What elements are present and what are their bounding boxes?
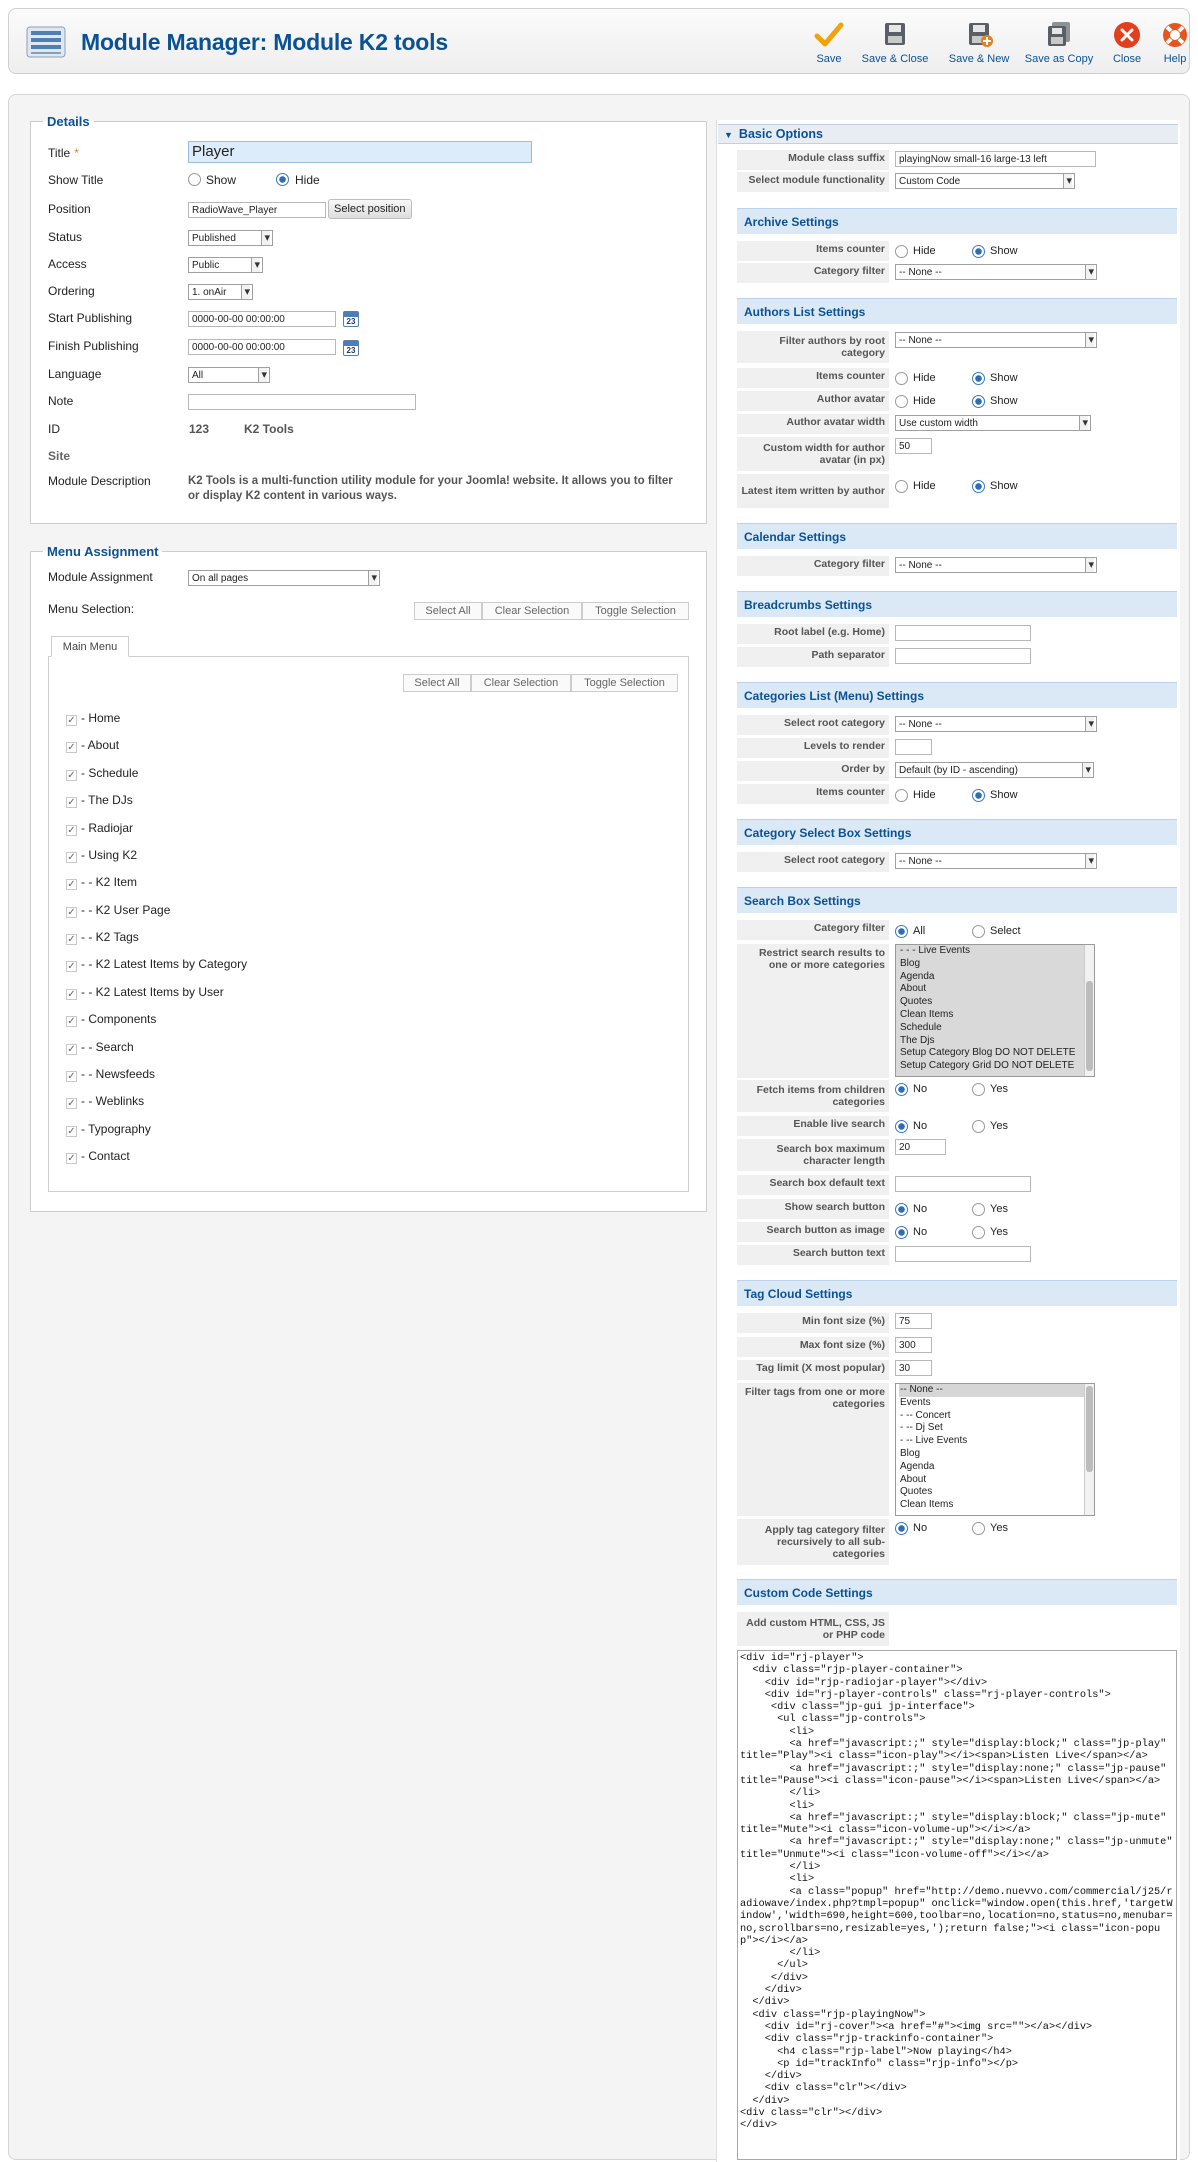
authors-filter-select[interactable]: -- None -- ▾: [895, 332, 1097, 348]
hide-label: Hide: [913, 789, 936, 801]
authors-filter-label: Filter authors by root category: [737, 331, 889, 363]
save-copy-button[interactable]: [1021, 21, 1097, 65]
access-label: Access: [48, 257, 87, 271]
save-copy-label: Save as Copy: [1024, 53, 1094, 65]
listbox-option[interactable]: Clean Items: [900, 1499, 954, 1511]
floppy-plus-icon: [964, 21, 994, 49]
show-title-show-radio[interactable]: [188, 173, 201, 186]
close-icon: [1112, 21, 1142, 49]
checkbox[interactable]: ✓: [67, 989, 76, 1000]
save-new-label: Save & New: [948, 53, 1010, 65]
listbox-option[interactable]: - -- Dj Set: [900, 1422, 943, 1434]
menu-item-label: - Typography: [81, 1122, 151, 1136]
checkbox[interactable]: ✓: [67, 797, 76, 808]
listbox-option[interactable]: Events: [900, 1396, 931, 1408]
search-button-text-label: Search button text: [737, 1245, 889, 1265]
start-publishing-input[interactable]: 0000-00-00 00:00:00: [188, 311, 336, 327]
levels-to-render-input[interactable]: [895, 739, 932, 755]
listbox-option[interactable]: Clean Items: [900, 1008, 954, 1020]
ordering-select[interactable]: 1. onAir ▾: [188, 284, 253, 300]
position-label: Position: [48, 202, 91, 216]
calendar-settings-header: Calendar Settings: [737, 523, 1177, 549]
recursive-yes-radio[interactable]: [972, 1522, 985, 1535]
calendar-category-filter-label: Category filter: [737, 556, 889, 576]
show-title-label: Show Title: [48, 173, 104, 187]
custom-code-textarea[interactable]: <div id="rj-player"> <div class="rjp-player-container"> <div id="rjp-radiojar-player"></div> <div id="rj-player-controls" class="rj-player-controls"> <div class="jp-gui jp-interface"> <ul class="jp-controls"> <li> <a href="javascript:;" style="display:block;" class="jp-play" title="Play"><i class="icon-play"></i><span>Listen Live</span></a> <a href="javascript:;" style="display:none;" class="jp-pause" title="Pause"><i class="icon-pause"></i><span>Listen Live</span></a> </li> <li> <a href="javascript:;" style="display:block;" class="jp-mute" title="Mute"><i class="icon-volume-up"></i></a> <a href="javascript:;" style="display:none;" class="jp-unmute" title="Unmute"><i class="icon-volume-off"></i></a> </li> <li> <a class="popup" href="http://demo.nuevvo.com/commercial/j25/radiowave/index.php?tmpl=popup" onclick="window.open(this.href,'targetWindow','width=690,height=600,toolbar=no,location=no,status=no,menubar=no,scrollbars=no,resizable=yes,');return false;"><i class="icon-popup"></i></a> </li> </ul> </div> </div> </div> <div class="rjp-playingNow"> <div id="rj-cover"><a href="#"><img src=""></a></div> <div class="rjp-trackinfo-container"> <h4 class="rjp-label">Now playing</h4> <p id="trackInfo" class="rjp-info"></p> </div> <div class="clr"></div> </div> <div class="clr"></div> </div>: [737, 1650, 1177, 2160]
show-search-button-yes-radio[interactable]: [972, 1203, 985, 1216]
menu-assignment-legend: Menu Assignment: [47, 544, 159, 559]
categories-counter-show-radio[interactable]: [972, 789, 985, 802]
live-search-label: Enable live search: [737, 1116, 889, 1136]
module-class-suffix-input[interactable]: playingNow small-16 large-13 left: [895, 151, 1096, 167]
archive-category-filter-select[interactable]: -- None -- ▾: [895, 264, 1097, 280]
floppy-copy-icon: [1044, 21, 1074, 49]
tag-cloud-settings-header: Tag Cloud Settings: [737, 1280, 1177, 1306]
checkbox[interactable]: ✓: [67, 879, 76, 890]
menu-item[interactable]: [66, 738, 119, 753]
access-select[interactable]: Public ▾: [188, 257, 263, 273]
show-label: Show: [990, 245, 1018, 257]
checkbox[interactable]: ✓: [67, 1016, 76, 1027]
listbox-option[interactable]: About: [900, 1473, 927, 1485]
checkbox[interactable]: ✓: [67, 825, 76, 836]
no-label: No: [913, 1203, 928, 1215]
close-button[interactable]: [1105, 21, 1149, 65]
title-label-text: Title: [48, 146, 71, 160]
menu-item[interactable]: [66, 903, 170, 918]
module-type-name: K2 Tools: [244, 422, 294, 436]
menu-item-label: - Contact: [81, 1149, 130, 1163]
no-label: No: [913, 1522, 928, 1534]
menu-item[interactable]: [66, 821, 133, 836]
id-label: ID: [48, 422, 60, 436]
hide-label: Hide: [913, 372, 936, 384]
menu-item-label: - Home: [81, 711, 121, 725]
yes-label: Yes: [990, 1226, 1008, 1238]
live-search-no-radio[interactable]: [895, 1120, 908, 1133]
filter-tags-listbox[interactable]: [895, 1383, 1095, 1516]
hide-label: Hide: [913, 480, 936, 492]
title-input[interactable]: Player: [188, 141, 532, 163]
menu-item-label: - - Newsfeeds: [81, 1067, 156, 1081]
menu-item-label: - Components: [81, 1012, 157, 1026]
check-icon: [814, 21, 844, 49]
module-manager-icon: [25, 21, 67, 63]
listbox-option[interactable]: Setup Category Grid DO NOT DELETE: [900, 1060, 1075, 1072]
author-avatar-show-radio[interactable]: [972, 395, 985, 408]
checkbox[interactable]: ✓: [67, 852, 76, 863]
menu-item[interactable]: [66, 793, 133, 808]
listbox-scrollbar[interactable]: [1084, 1384, 1094, 1515]
select-all-button[interactable]: Select All: [403, 674, 471, 692]
author-avatar-label: Author avatar: [737, 391, 889, 411]
language-label: Language: [48, 367, 102, 381]
yes-label: Yes: [990, 1083, 1008, 1095]
ordering-label: Ordering: [48, 284, 95, 298]
tag-limit-input[interactable]: 30: [895, 1360, 932, 1376]
menu-item[interactable]: [66, 711, 120, 726]
listbox-option[interactable]: - -- Live Events: [900, 1435, 968, 1447]
save-label: Save: [816, 53, 842, 65]
listbox-option[interactable]: -- None --: [899, 1384, 1094, 1397]
select-all-button[interactable]: Select All: [414, 602, 482, 620]
required-star: *: [74, 146, 79, 160]
note-label: Note: [48, 394, 74, 408]
catselect-root-select[interactable]: -- None -- ▾: [895, 853, 1097, 869]
search-box-settings-header: Search Box Settings: [737, 887, 1177, 913]
no-label: No: [913, 1120, 928, 1132]
menu-item[interactable]: [66, 930, 139, 945]
listbox-option[interactable]: - - - Live Events: [900, 945, 971, 956]
custom-width-input[interactable]: 50: [895, 438, 932, 454]
show-title-show-label: Show: [206, 173, 237, 187]
yes-label: Yes: [990, 1522, 1008, 1534]
menu-item[interactable]: [66, 1149, 130, 1164]
menu-item[interactable]: [66, 848, 137, 863]
max-font-size-label: Max font size (%): [737, 1337, 889, 1357]
restrict-categories-listbox[interactable]: [895, 944, 1095, 1077]
menu-item[interactable]: [66, 1012, 156, 1027]
search-maxlen-input[interactable]: 20: [895, 1139, 946, 1155]
scrollbar-thumb[interactable]: [1086, 981, 1093, 1071]
checkbox[interactable]: ✓: [67, 1098, 76, 1109]
all-label: All: [913, 925, 926, 937]
title-label: [48, 146, 79, 160]
clear-selection-button[interactable]: Clear Selection: [471, 674, 571, 692]
fetch-children-yes-radio[interactable]: [972, 1083, 985, 1096]
checkbox[interactable]: ✓: [67, 1071, 76, 1082]
live-search-yes-radio[interactable]: [972, 1120, 985, 1133]
show-label: Show: [990, 372, 1018, 384]
basic-options-title: Basic Options: [738, 127, 823, 141]
menu-item-label: - The DJs: [81, 793, 133, 807]
menu-item[interactable]: [66, 985, 224, 1000]
categories-items-counter-label: Items counter: [737, 784, 889, 804]
listbox-option[interactable]: - -- Concert: [900, 1409, 951, 1421]
checkbox[interactable]: ✓: [67, 934, 76, 945]
category-select-box-header: Category Select Box Settings: [737, 819, 1177, 845]
calendar-icon[interactable]: 23: [343, 340, 359, 356]
search-default-text-input[interactable]: [895, 1176, 1031, 1192]
checkbox[interactable]: ✓: [67, 1126, 76, 1137]
show-title-hide-label: Hide: [295, 173, 320, 187]
menu-item[interactable]: [66, 875, 137, 890]
archive-category-filter-label: Category filter: [737, 263, 889, 283]
search-button-image-yes-radio[interactable]: [972, 1226, 985, 1239]
basic-options-header[interactable]: [718, 124, 1178, 144]
author-avatar-width-label: Author avatar width: [737, 414, 889, 434]
menu-item[interactable]: [66, 1094, 144, 1109]
no-label: No: [913, 1083, 928, 1095]
show-label: Show: [990, 789, 1018, 801]
archive-items-counter-label: Items counter: [737, 241, 889, 261]
min-font-size-input[interactable]: 75: [895, 1313, 932, 1329]
listbox-option[interactable]: Blog: [900, 1447, 921, 1459]
module-functionality-label: Select module functionality: [737, 172, 889, 192]
tab-main-menu[interactable]: Main Menu: [51, 636, 129, 657]
listbox-option[interactable]: Schedule: [900, 1021, 942, 1033]
filter-tags-label: Filter tags from one or more categories: [737, 1383, 889, 1516]
fetch-children-no-radio[interactable]: [895, 1083, 908, 1096]
calendar-icon[interactable]: 23: [343, 311, 359, 327]
menu-item-label: - - Search: [81, 1040, 134, 1054]
floppy-icon: [880, 21, 910, 49]
min-font-size-label: Min font size (%): [737, 1313, 889, 1333]
menu-item-label: - - K2 Latest Items by Category: [81, 957, 248, 971]
menu-item-label: - - K2 User Page: [81, 903, 171, 917]
listbox-option[interactable]: About: [900, 983, 927, 995]
menu-item-label: - - K2 Latest Items by User: [81, 985, 224, 999]
scrollbar-thumb[interactable]: [1086, 1386, 1093, 1472]
search-filter-all-radio[interactable]: [895, 925, 908, 938]
help-label: Help: [1163, 53, 1187, 65]
id-value: 123: [189, 422, 210, 436]
save-close-label: Save & Close: [861, 53, 929, 65]
author-avatar-hide-radio[interactable]: [895, 395, 908, 408]
listbox-option[interactable]: Agenda: [900, 970, 935, 982]
yes-label: Yes: [990, 1120, 1008, 1132]
categories-counter-hide-radio[interactable]: [895, 789, 908, 802]
listbox-option[interactable]: Setup Category Blog DO NOT DELETE: [900, 1047, 1076, 1059]
listbox-option[interactable]: Quotes: [900, 1486, 933, 1498]
search-button-image-label: Search button as image: [737, 1222, 889, 1242]
latest-item-show-radio[interactable]: [972, 480, 985, 493]
levels-to-render-label: Levels to render: [737, 738, 889, 758]
yes-label: Yes: [990, 1203, 1008, 1215]
show-search-button-label: Show search button: [737, 1199, 889, 1219]
menu-selection-label: Menu Selection:: [48, 602, 135, 616]
path-separator-label: Path separator: [737, 647, 889, 667]
menu-item[interactable]: [66, 957, 247, 972]
show-label: Show: [990, 395, 1018, 407]
recursive-no-radio[interactable]: [895, 1522, 908, 1535]
max-font-size-input[interactable]: 300: [895, 1337, 932, 1353]
fetch-children-label: Fetch items from children categories: [737, 1080, 889, 1112]
menu-item-label: - Using K2: [81, 848, 138, 862]
checkbox[interactable]: ✓: [67, 742, 76, 753]
clear-selection-button[interactable]: Clear Selection: [482, 602, 582, 620]
save-button[interactable]: [809, 21, 849, 65]
menu-item-label: - - K2 Item: [81, 875, 138, 889]
root-label-label: Root label (e.g. Home): [737, 624, 889, 644]
search-maxlen-label: Search box maximum character length: [737, 1139, 889, 1171]
show-search-button-no-radio[interactable]: [895, 1203, 908, 1216]
listbox-option[interactable]: Quotes: [900, 996, 933, 1008]
listbox-option[interactable]: Blog: [900, 957, 921, 969]
checkbox[interactable]: ✓: [67, 907, 76, 918]
search-button-image-no-radio[interactable]: [895, 1226, 908, 1239]
save-close-button[interactable]: [855, 21, 935, 65]
hide-label: Hide: [913, 245, 936, 257]
menu-item[interactable]: [66, 1122, 151, 1137]
categories-root-label: Select root category: [737, 715, 889, 735]
toggle-selection-button[interactable]: Toggle Selection: [571, 674, 678, 692]
checkbox[interactable]: ✓: [67, 961, 76, 972]
calendar-category-filter-select[interactable]: -- None -- ▾: [895, 557, 1097, 573]
hide-label: Hide: [913, 395, 936, 407]
note-input[interactable]: [188, 394, 416, 410]
recursive-filter-label: Apply tag category filter recursively to all sub-categories: [737, 1519, 889, 1565]
lifebuoy-icon: [1160, 21, 1190, 49]
menu-item-label: - - Weblinks: [81, 1094, 145, 1108]
categories-list-settings-header: Categories List (Menu) Settings: [737, 682, 1177, 708]
catselect-root-label: Select root category: [737, 852, 889, 872]
listbox-option[interactable]: Agenda: [900, 1460, 935, 1472]
module-assignment-select[interactable]: On all pages ▾: [188, 570, 380, 586]
menu-item[interactable]: [66, 1040, 134, 1055]
start-publishing-label: Start Publishing: [48, 311, 133, 325]
toggle-selection-button[interactable]: Toggle Selection: [582, 602, 689, 620]
archive-settings-header: Archive Settings: [737, 208, 1177, 234]
position-input[interactable]: RadioWave_Player: [188, 202, 326, 218]
close-label: Close: [1112, 53, 1142, 65]
authors-counter-hide-radio[interactable]: [895, 372, 908, 385]
latest-item-label: Latest item written by author: [737, 474, 889, 508]
breadcrumbs-settings-header: Breadcrumbs Settings: [737, 591, 1177, 617]
module-description-label: Module Description: [48, 474, 151, 488]
root-label-input[interactable]: [895, 625, 1031, 641]
finish-publishing-input[interactable]: 0000-00-00 00:00:00: [188, 339, 336, 355]
restrict-search-label: Restrict search results to one or more categories: [737, 944, 889, 1078]
no-label: No: [913, 1226, 928, 1238]
authors-list-settings-header: Authors List Settings: [737, 298, 1177, 324]
select-position-button[interactable]: Select position: [328, 199, 412, 219]
toolbar-header: [8, 8, 1190, 74]
triangle-down-icon: ▼: [724, 130, 733, 140]
menu-item-label: - Schedule: [81, 766, 139, 780]
search-default-text-label: Search box default text: [737, 1175, 889, 1195]
checkbox[interactable]: ✓: [67, 1044, 76, 1055]
module-functionality-select[interactable]: Custom Code ▾: [895, 173, 1075, 189]
menu-item[interactable]: [66, 1067, 155, 1082]
tag-limit-label: Tag limit (X most popular): [737, 1360, 889, 1380]
language-select[interactable]: All ▾: [188, 367, 270, 383]
select-label: Select: [990, 925, 1021, 937]
menu-item[interactable]: [66, 766, 138, 781]
checkbox[interactable]: ✓: [67, 770, 76, 781]
module-class-suffix-label: Module class suffix: [737, 150, 889, 170]
site-label: Site: [48, 449, 71, 463]
show-label: Show: [990, 480, 1018, 492]
authors-items-counter-label: Items counter: [737, 368, 889, 388]
latest-item-hide-radio[interactable]: [895, 480, 908, 493]
archive-counter-hide-radio[interactable]: [895, 245, 908, 258]
checkbox[interactable]: ✓: [67, 715, 76, 726]
show-title-hide-radio[interactable]: [276, 173, 289, 186]
menu-item-label: - - K2 Tags: [81, 930, 139, 944]
custom-width-label: Custom width for author avatar (in px): [737, 437, 889, 471]
search-button-text-input[interactable]: [895, 1246, 1031, 1262]
page-title: Module Manager: Module K2 tools: [81, 29, 448, 55]
path-separator-input[interactable]: [895, 648, 1031, 664]
listbox-option[interactable]: The Djs: [900, 1034, 935, 1046]
categories-root-select[interactable]: -- None -- ▾: [895, 716, 1097, 732]
order-by-select[interactable]: Default (by ID - ascending) ▾: [895, 762, 1094, 778]
archive-counter-show-radio[interactable]: [972, 245, 985, 258]
status-label: Status: [48, 230, 83, 244]
menu-tab-panel: [48, 656, 689, 1192]
checkbox[interactable]: ✓: [67, 1153, 76, 1164]
menu-item-label: - Radiojar: [81, 821, 134, 835]
order-by-label: Order by: [737, 761, 889, 781]
search-category-filter-label: Category filter: [737, 920, 889, 940]
finish-publishing-label: Finish Publishing: [48, 339, 139, 353]
status-select[interactable]: Published ▾: [188, 230, 273, 246]
search-filter-select-radio[interactable]: [972, 925, 985, 938]
help-button[interactable]: [1155, 21, 1195, 65]
details-legend: Details: [47, 114, 90, 129]
author-avatar-width-select[interactable]: Use custom width ▾: [895, 415, 1091, 431]
save-new-button[interactable]: [941, 21, 1017, 65]
custom-code-settings-header: Custom Code Settings: [737, 1579, 1177, 1605]
menu-item-label: - About: [81, 738, 120, 752]
authors-counter-show-radio[interactable]: [972, 372, 985, 385]
module-assignment-label: Module Assignment: [48, 570, 153, 584]
custom-code-label: Add custom HTML, CSS, JS or PHP code: [737, 1612, 889, 1646]
listbox-scrollbar[interactable]: [1084, 945, 1094, 1076]
module-description-text: K2 Tools is a multi-function utility module for your Joomla! website. It allows you to filter or display K2 content in various ways.: [188, 475, 673, 502]
